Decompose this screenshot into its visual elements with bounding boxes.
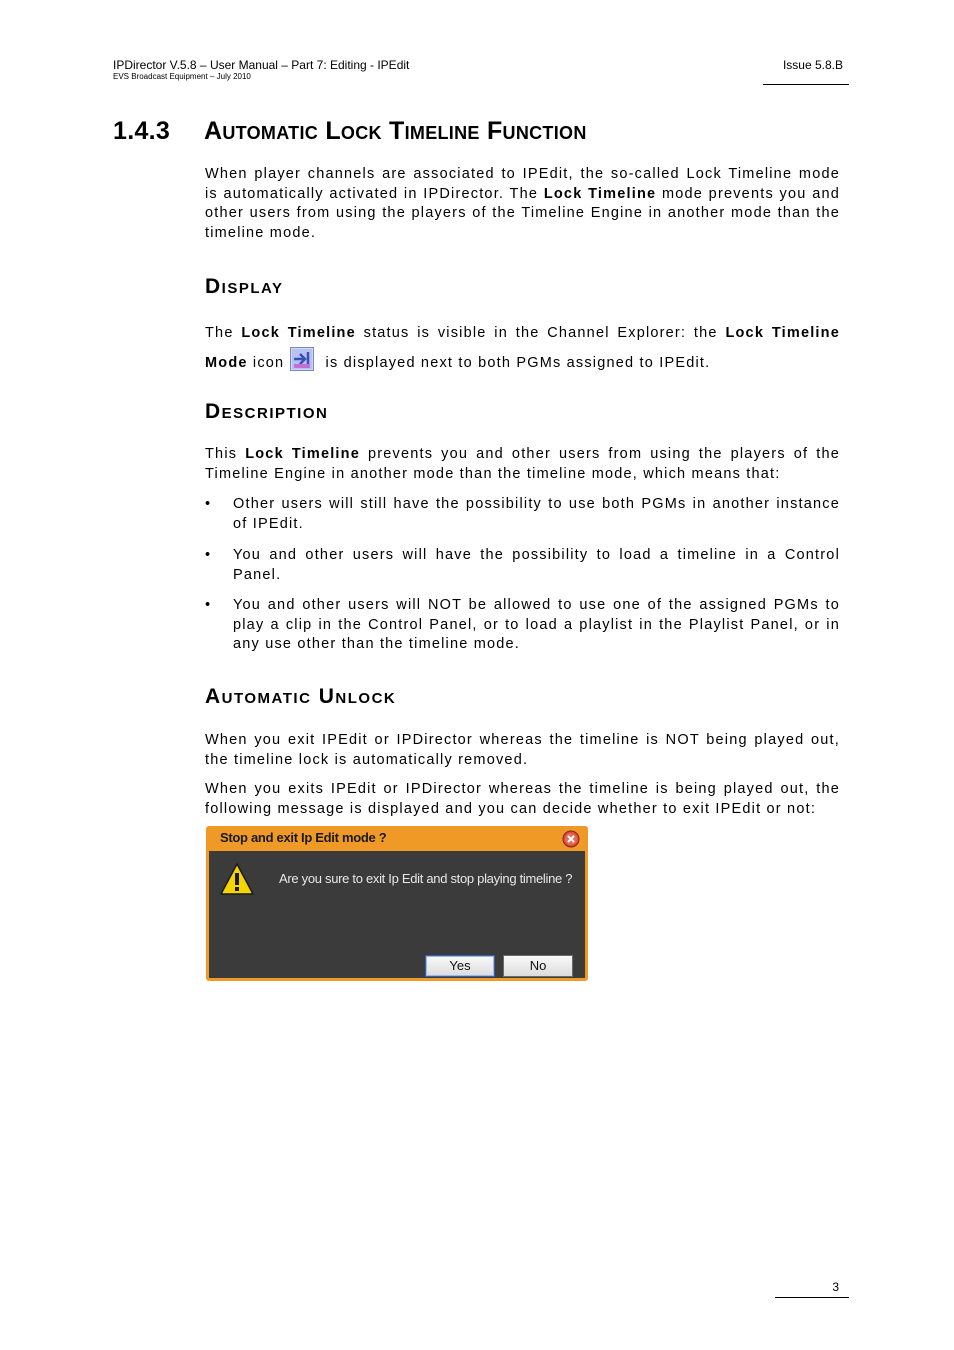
description-bold: Lock Timeline	[245, 446, 360, 462]
description-heading: Description	[205, 400, 329, 423]
yes-button[interactable]: Yes	[425, 955, 495, 977]
dialog-title: Stop and exit Ip Edit mode ?	[220, 830, 387, 845]
no-button[interactable]: No	[503, 955, 573, 977]
intro-text-2: mode prevents you and other users from using the players of the Timeline Engine in another mode than the timeline mode.	[205, 185, 840, 241]
page-header	[113, 58, 409, 82]
header-issue-box	[763, 58, 849, 85]
page-footer	[775, 1280, 849, 1298]
section-title: Automatic Lock Timeline Function	[204, 117, 587, 145]
bullet-symbol: •	[205, 597, 212, 613]
description-text-2: prevents you and other users from using the players of the Timeline Engine in another mode than the timeline mode, which means that:	[205, 446, 840, 482]
display-text-1: The	[205, 325, 242, 341]
header-title: IPDirector V.5.8 – User Manual – Part 7: Editing - IPEdit	[113, 58, 410, 72]
lock-timeline-mode-icon	[290, 347, 314, 371]
section-number: 1.4.3	[113, 117, 171, 145]
display-text-2: status is visible in the Channel Explorer: the	[355, 325, 726, 341]
header-issue: Issue 5.8.B	[782, 58, 843, 72]
description-paragraph	[205, 445, 840, 484]
intro-bold: Lock Timeline	[543, 185, 657, 202]
display-paragraph	[205, 320, 840, 377]
intro-text-1: When player channels are associated to IPEdit, the so-called Lock Timeline mode is automatically activated in IPDirector. The	[205, 166, 840, 202]
list-item-text: Other users will still have the possibility to use both PGMs in another instance of IPEdit.	[233, 496, 840, 532]
display-bold-1: Lock Timeline	[241, 325, 356, 341]
description-text-1: This	[205, 446, 246, 462]
bullet-symbol: •	[205, 496, 212, 512]
display-text-4: is displayed next to both PGMs assigned to IPEdit.	[320, 355, 711, 371]
list-item	[205, 596, 840, 655]
header-subtitle: EVS Broadcast Equipment – July 2010	[113, 72, 251, 81]
close-icon[interactable]	[562, 830, 580, 848]
list-item-text: You and other users will NOT be allowed to use one of the assigned PGMs to play a clip in the Control Panel, or to load a playlist in the Playlist Panel, or in any use other than the timeline mode.	[233, 597, 840, 652]
unlock-heading: Automatic Unlock	[205, 685, 397, 708]
confirm-dialog	[206, 826, 588, 981]
dialog-body	[209, 851, 585, 978]
unlock-paragraph-2: When you exits IPEdit or IPDirector whereas the timeline is being played out, the following message is displayed and you can decide whether to exit IPEdit or not:	[205, 781, 840, 817]
display-heading: Display	[205, 275, 284, 298]
warning-icon	[219, 861, 255, 897]
page-number: 3	[832, 1280, 839, 1294]
list-item-text: You and other users will have the possibility to load a timeline in a Control Panel.	[233, 547, 840, 583]
unlock-paragraph-1: When you exit IPEdit or IPDirector whereas the timeline is NOT being played out, the timeline lock is automatically removed.	[205, 732, 840, 768]
bullet-symbol: •	[205, 547, 212, 563]
list-item	[205, 546, 840, 585]
dialog-message: Are you sure to exit Ip Edit and stop playing timeline ?	[279, 871, 573, 886]
list-item	[205, 495, 840, 534]
intro-paragraph	[205, 165, 840, 243]
display-bold-2: Lock Timeline Mode	[205, 325, 840, 371]
display-text-3: icon	[247, 355, 285, 371]
section-heading	[113, 113, 587, 149]
